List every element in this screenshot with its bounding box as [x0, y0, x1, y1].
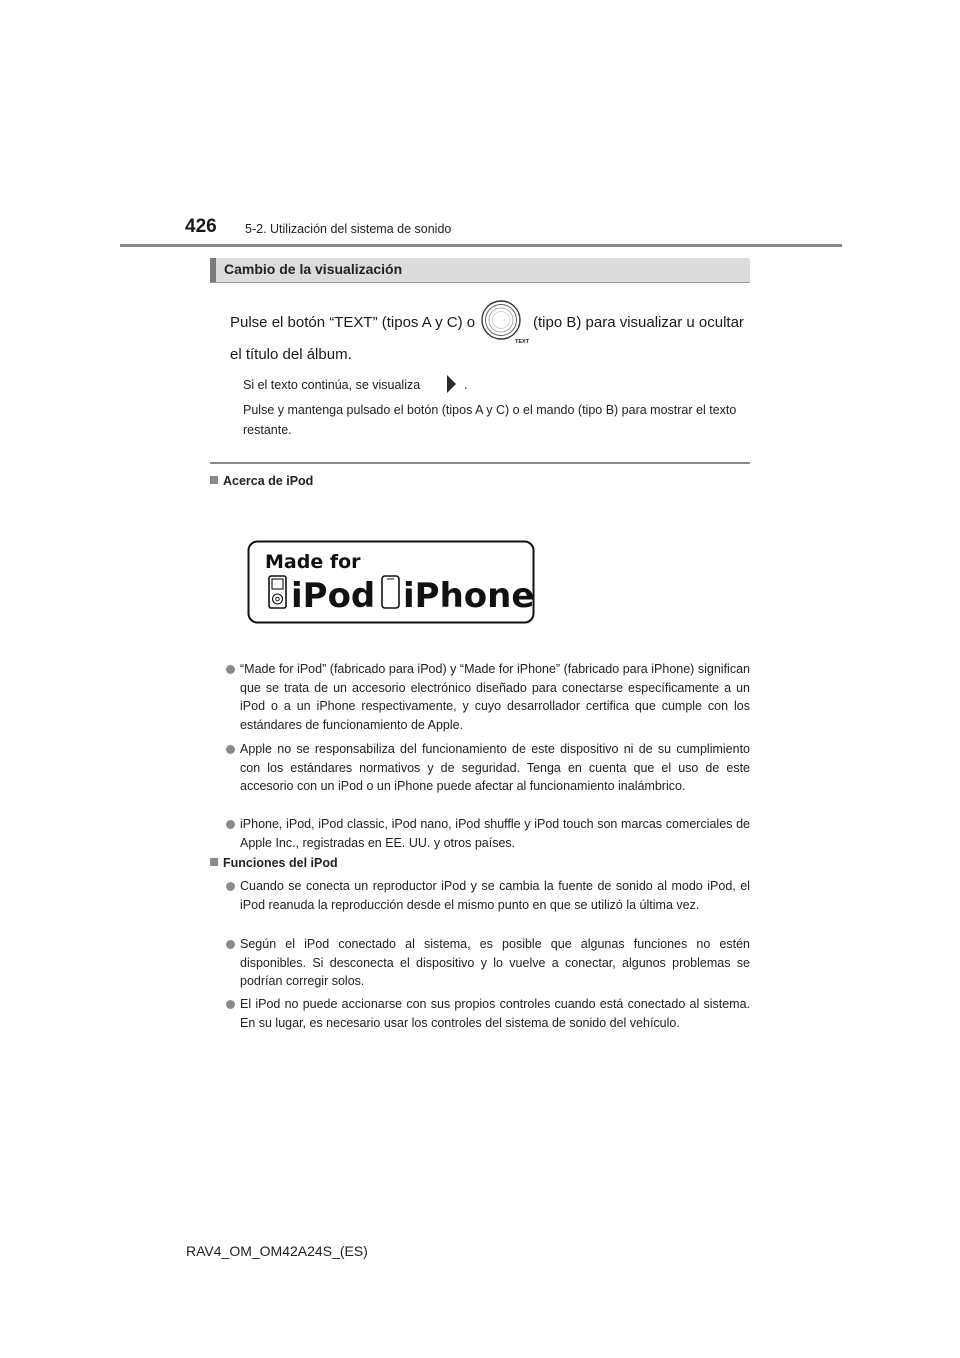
about-ipod-heading-text: Acerca de iPod: [223, 474, 314, 488]
circle-bullet-icon: [226, 820, 235, 829]
page-number: 426: [185, 216, 217, 237]
list-item: Cuando se conecta un reproductor iPod y se cambia la fuente de sonido al modo iPod, el iPod reanuda la reproducción desde el mismo punto en que se utilizó la última vez.: [226, 877, 750, 914]
circle-bullet-icon: [226, 745, 235, 754]
text-knob-icon: [479, 299, 530, 345]
knob-label: TEXT: [515, 339, 530, 345]
section-title: Cambio de la visualización: [224, 261, 403, 277]
square-bullet-icon: [210, 476, 218, 484]
note-hold-button: Pulse y mantenga pulsado el botón (tipos A y C) o el mando (tipo B) para mostrar el texto restante.: [243, 403, 737, 437]
svg-text:iPod: iPod: [291, 576, 376, 616]
list-item: Apple no se responsabiliza del funcionamiento de este dispositivo ni de su cumplimiento con los estándares normativos y de seguridad. Tenga en cuenta que el uso de este accesorio con un iPod o un iPhone puede afectar al funcionamiento inalámbrico.: [226, 740, 750, 796]
made-for-ipod-iphone-logo: [247, 540, 535, 624]
list-item: iPhone, iPod, iPod classic, iPod nano, iPod shuffle y iPod touch son marcas comerciales de Apple Inc., registradas en EE. UU. y otros países.: [226, 815, 750, 852]
instruction-line-1: Pulse el botón “TEXT” (tipos A y C) o: [230, 314, 476, 331]
continue-arrow-icon: [444, 373, 458, 395]
section-divider: [210, 462, 750, 464]
ipod-functions-heading: [210, 856, 338, 870]
circle-bullet-icon: [226, 1000, 235, 1009]
svg-text:iPhone: iPhone: [403, 576, 535, 616]
instruction-line-1b: (tipo B) para visualizar u ocultar: [533, 314, 744, 331]
list-item: El iPod no puede accionarse con sus propios controles cuando está conectado al sistema. En su lugar, es necesario usar los controles del sistema de sonido del vehículo.: [226, 995, 750, 1032]
list-item: “Made for iPod” (fabricado para iPod) y “Made for iPhone” (fabricado para iPhone) significan que se trata de un accesorio electrónico diseñado para conectarse específicamente a un iPod o a un iPhone respectivamente, y cuyo desarrollador certifica que cumple con los estándares de funcionamiento de Apple.: [226, 660, 750, 734]
section-heading-bar: [210, 258, 750, 283]
heading-accent: [210, 258, 216, 282]
ipod-functions-heading-text: Funciones del iPod: [223, 856, 338, 870]
circle-bullet-icon: [226, 882, 235, 891]
list-item: Según el iPod conectado al sistema, es posible que algunas funciones no estén disponibles. Si desconecta el dispositivo y lo vuelve a conectar, algunos problemas se podrían corregir solos.: [226, 935, 750, 991]
about-ipod-heading: [210, 474, 313, 488]
note-continue-text: Si el texto continúa, se visualiza: [243, 378, 421, 392]
svg-text:Made for: Made for: [265, 551, 361, 573]
circle-bullet-icon: [226, 665, 235, 674]
square-bullet-icon: [210, 858, 218, 866]
document-code-footer: RAV4_OM_OM42A24S_(ES): [186, 1243, 368, 1259]
section-breadcrumb: 5-2. Utilización del sistema de sonido: [245, 222, 452, 236]
note-continue-period: .: [464, 378, 468, 392]
instruction-line-2: el título del álbum.: [230, 346, 352, 363]
header-rule: [120, 244, 842, 247]
circle-bullet-icon: [226, 940, 235, 949]
